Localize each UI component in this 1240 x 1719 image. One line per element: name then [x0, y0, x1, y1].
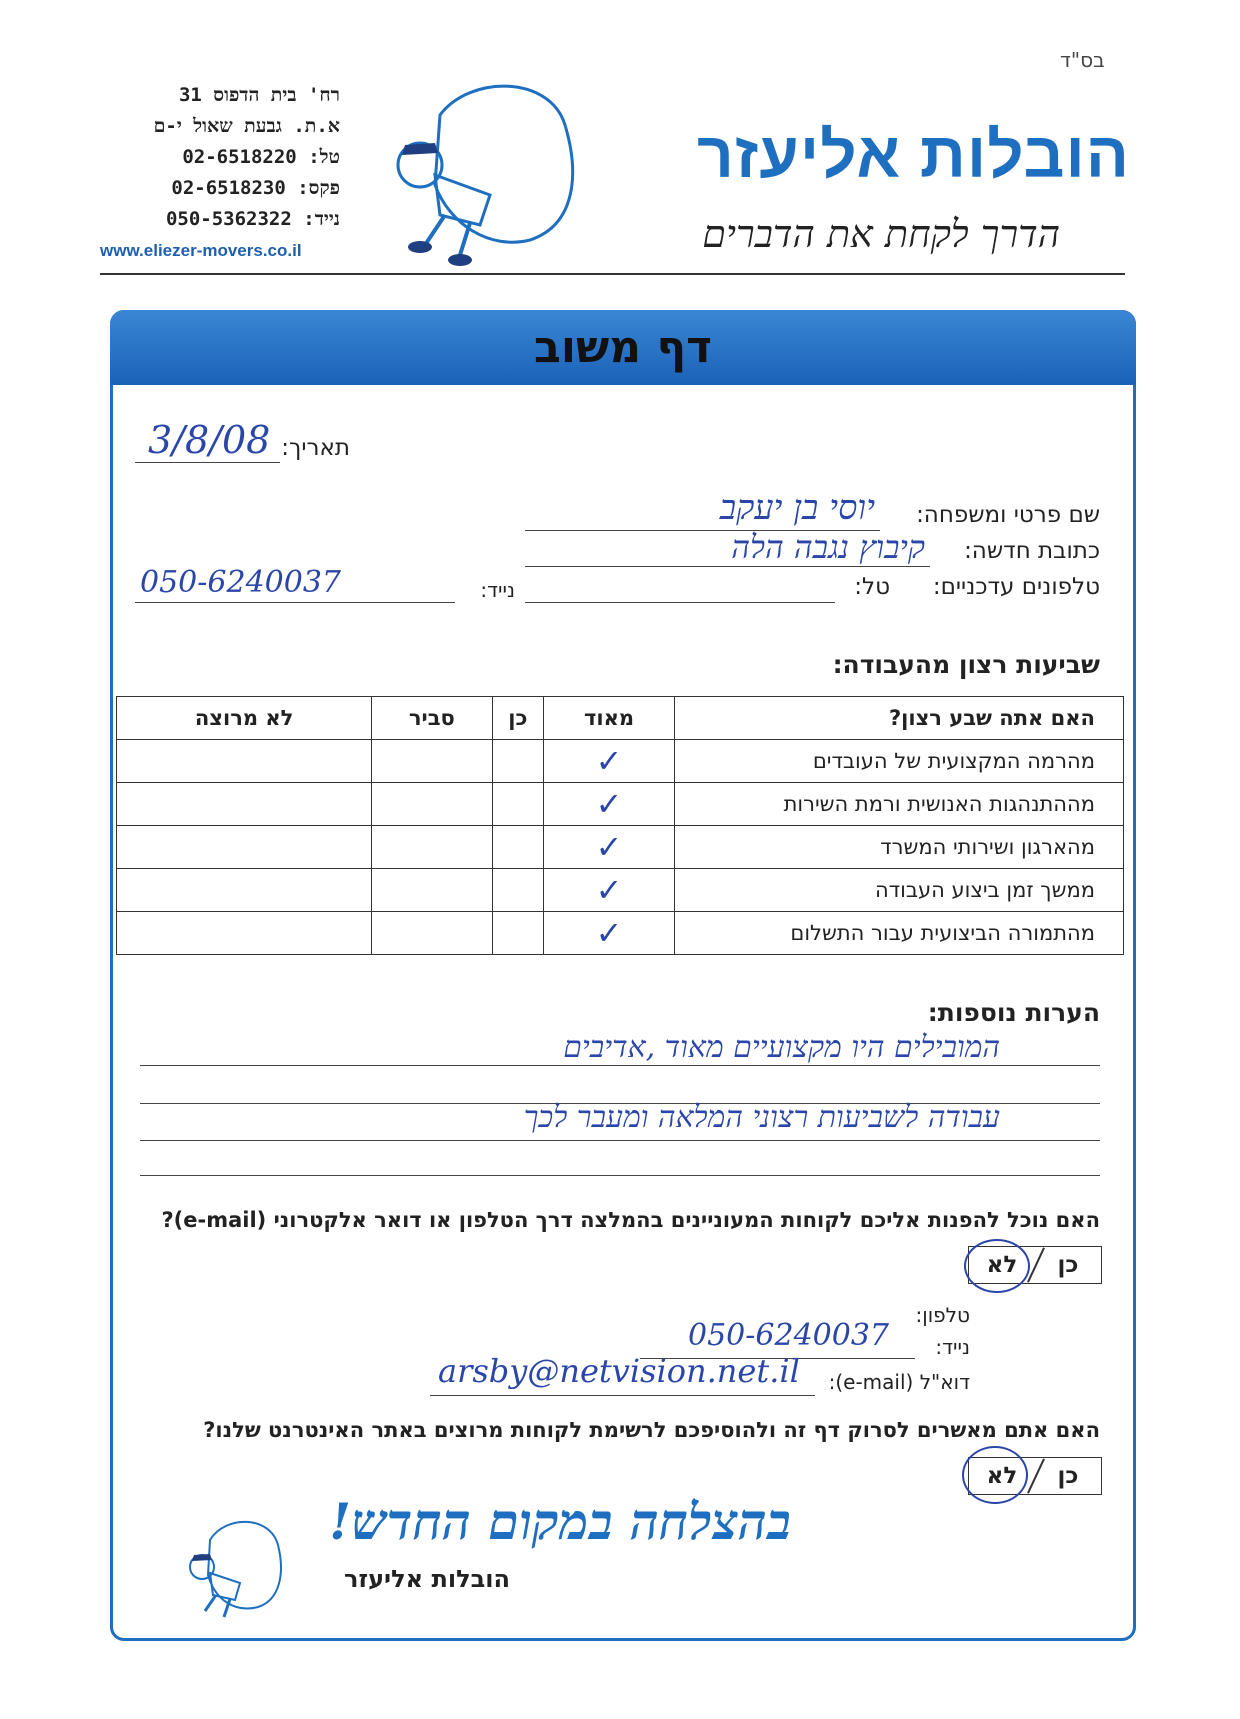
mover-carrying-sack-icon [380, 75, 600, 275]
contact-area: א.ת. גבעת שאול י-ם [153, 115, 340, 137]
comment-line [140, 1175, 1100, 1176]
date-value[interactable]: 3/8/08 [148, 418, 271, 462]
table-row [117, 912, 1124, 955]
comment-line [140, 1065, 1100, 1066]
contact-fax: פקס: 02-6518230 [171, 177, 340, 199]
answer-cell[interactable] [492, 826, 544, 869]
header-divider [100, 273, 1125, 275]
table-row [117, 740, 1124, 783]
referral-email-line [430, 1395, 815, 1396]
answer-cell[interactable] [117, 826, 372, 869]
answer-cell[interactable] [492, 869, 544, 912]
satisfaction-table [116, 696, 1124, 955]
satisfaction-header-row [117, 697, 1124, 740]
brand-name: הובלות אליעזר [697, 119, 1130, 191]
referral-email-value[interactable]: arsby@netvision.net.il [438, 1352, 800, 1390]
table-row [117, 869, 1124, 912]
row-question: מהרמה המקצועית של העובדים [675, 740, 1124, 783]
column-yes: כן [492, 697, 544, 740]
row-question: מהארגון ושירותי המשרד [675, 826, 1124, 869]
name-label: שם פרטי ומשפחה: [916, 502, 1100, 528]
scan-yes-option[interactable]: כן [1057, 1463, 1079, 1489]
comments-title: הערות נוספות: [927, 998, 1100, 1027]
checkmark-icon[interactable]: ✓ [544, 783, 675, 826]
answer-cell[interactable] [372, 912, 492, 955]
column-very: מאוד [544, 697, 675, 740]
form-title: דף משוב [533, 322, 713, 373]
answer-cell[interactable] [372, 783, 492, 826]
mobile-label: נייד: [480, 578, 515, 602]
row-question: מההתנהגות האנושית ורמת השירות [675, 783, 1124, 826]
mobile-value[interactable]: 050-6240037 [140, 565, 342, 600]
name-value[interactable]: יוסי בן יעקב [719, 488, 875, 528]
table-row [117, 826, 1124, 869]
selected-circle-mark [964, 1239, 1030, 1293]
address-label: כתובת חדשה: [964, 538, 1100, 564]
satisfaction-title: שביעות רצון מהעבודה: [832, 650, 1100, 679]
checkmark-icon[interactable]: ✓ [544, 912, 675, 955]
answer-cell[interactable] [492, 783, 544, 826]
phones-label: טלפונים עדכניים: [932, 574, 1100, 600]
answer-cell[interactable] [117, 912, 372, 955]
referral-email-label: דוא"ל (e-mail): [828, 1370, 970, 1394]
footer-brand: הובלות אליעזר [344, 1565, 510, 1593]
answer-cell[interactable] [117, 740, 372, 783]
mobile-line [135, 602, 455, 603]
comment-text-2[interactable]: עבודה לשביעות רצוני המלאה ומעבר לכך [523, 1100, 1000, 1135]
website-link[interactable]: www.eliezer-movers.co.il [100, 241, 302, 260]
selected-circle-mark [962, 1446, 1028, 1504]
corner-mark: בס"ד [1060, 48, 1105, 72]
checkmark-icon[interactable]: ✓ [544, 740, 675, 783]
scan-question: האם אתם מאשרים לסרוק דף זה ולהוסיפכם לרשימת לקוחות מרוצים באתר האינטרנט שלנו? [203, 1418, 1100, 1442]
footer-wish: בהצלחה במקום החדש! [329, 1492, 791, 1551]
contact-block [100, 80, 340, 266]
referral-phone-label: טלפון: [915, 1303, 970, 1327]
tel-label: טל: [854, 574, 890, 600]
answer-cell[interactable] [492, 740, 544, 783]
column-fair: סביר [372, 697, 492, 740]
answer-cell[interactable] [492, 912, 544, 955]
answer-cell[interactable] [117, 869, 372, 912]
question-header: האם אתה שבע רצון? [675, 697, 1124, 740]
address-value[interactable]: קיבוץ נגבה הלה [731, 528, 925, 566]
table-row [117, 783, 1124, 826]
slogan: הדרך לקחת את הדברים [702, 212, 1060, 256]
answer-cell[interactable] [372, 740, 492, 783]
answer-cell[interactable] [372, 869, 492, 912]
row-question: מהתמורה הביצועית עבור התשלום [675, 912, 1124, 955]
contact-phone: טל: 02-6518220 [182, 146, 340, 168]
referral-no-option[interactable]: לא [986, 1252, 1018, 1278]
referral-mobile-label: נייד: [935, 1335, 970, 1359]
mover-carrying-sack-icon [180, 1515, 290, 1625]
column-not-satisfied: לא מרוצה [117, 697, 372, 740]
scan-no-option[interactable]: לא [986, 1463, 1018, 1489]
tel-line [525, 602, 835, 603]
answer-cell[interactable] [372, 826, 492, 869]
contact-mobile: נייד: 050-5362322 [165, 208, 340, 230]
row-question: ממשך זמן ביצוע העבודה [675, 869, 1124, 912]
checkmark-icon[interactable]: ✓ [544, 826, 675, 869]
referral-mobile-value[interactable]: 050-6240037 [688, 1318, 890, 1353]
comment-line [140, 1140, 1100, 1141]
answer-cell[interactable] [117, 783, 372, 826]
referral-yes-option[interactable]: כן [1057, 1252, 1079, 1278]
contact-address: רח' בית הדפוס 31 [178, 84, 340, 106]
date-label: תאריך: [281, 435, 350, 461]
comment-text-1[interactable]: המובילים היו מקצועיים מאוד ,אדיבים [563, 1030, 1000, 1065]
date-line [135, 462, 280, 463]
referral-question: האם נוכל להפנות אליכם לקוחות המעוניינים בהמלצה דרך הטלפון או דואר אלקטרוני (e-mail)? [161, 1208, 1100, 1232]
checkmark-icon[interactable]: ✓ [544, 869, 675, 912]
address-line [525, 566, 930, 567]
